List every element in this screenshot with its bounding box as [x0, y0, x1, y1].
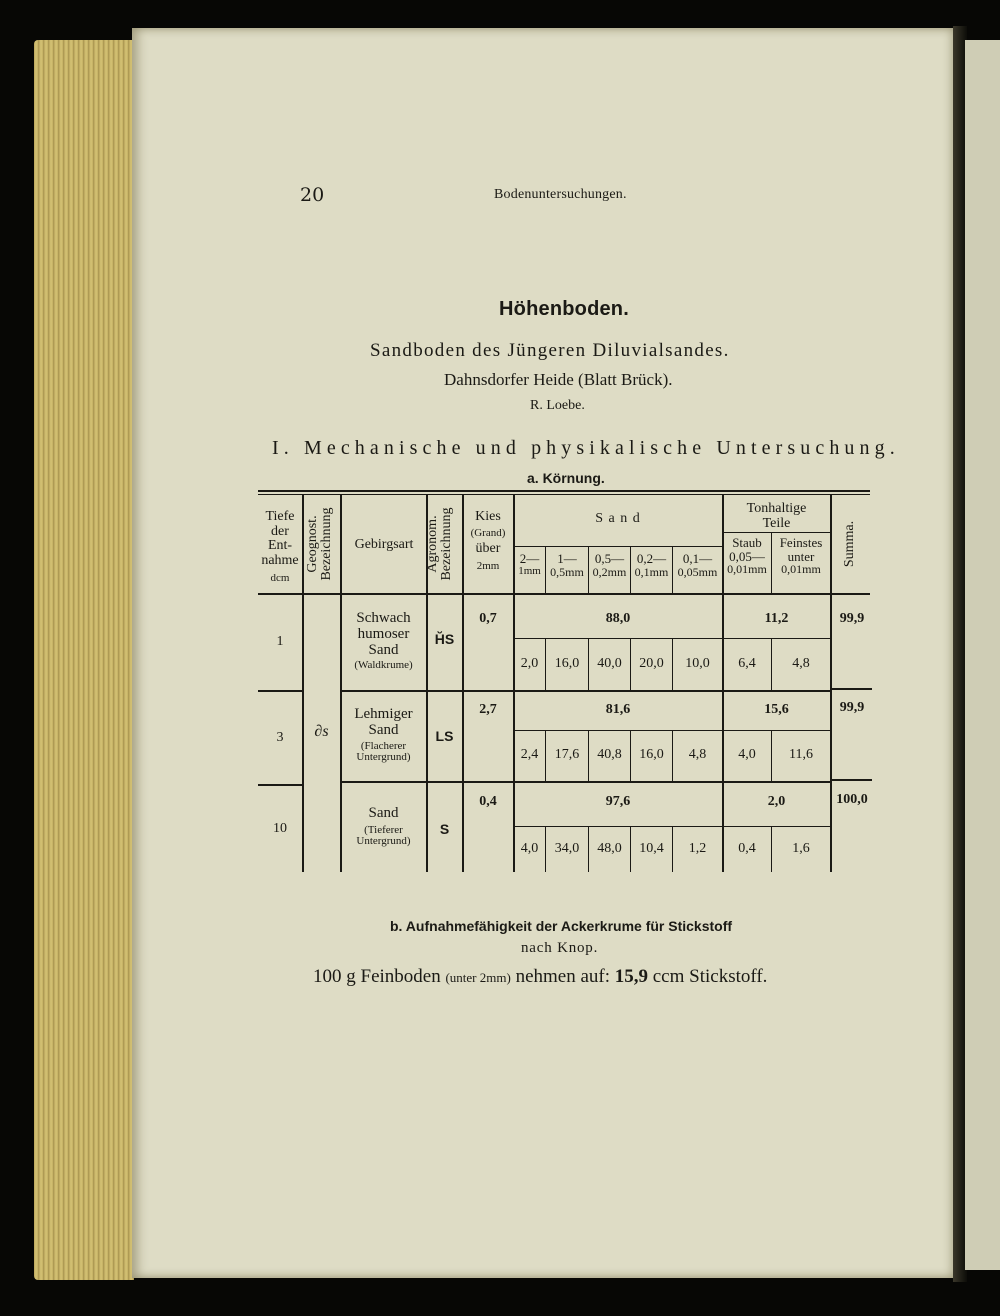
subsection-b-title: b. Aufnahmefähigkeit der Ackerkrume für Stickstoff	[390, 918, 733, 934]
row-sep-2c	[830, 779, 872, 781]
header-sand-col-2: 1— 0,5mm	[550, 551, 584, 579]
row-3-ton-total: 2,0	[767, 794, 786, 809]
row-2-depth: 3	[276, 730, 284, 745]
row-3-gebirgsart: Sand (Tieferer Untergrund)	[356, 805, 411, 848]
row-2-sand-total: 81,6	[605, 702, 631, 717]
header-sand: S a n d	[595, 511, 641, 526]
header-sand-col-5: 0,1— 0,05mm	[677, 551, 718, 579]
header-geognost: Geognost. Bezeichnung	[305, 507, 334, 581]
row-2-sand-3: 40,8	[597, 747, 622, 762]
row-1-feinstes: 4,8	[792, 656, 810, 671]
statement-unter: (unter 2mm)	[445, 970, 511, 985]
row-3-staub: 0,4	[738, 841, 756, 856]
header-tiefe: Tiefe der Ent- nahme dcm	[261, 509, 299, 584]
row-3-feinstes: 1,6	[792, 841, 810, 856]
page-number: 20	[300, 184, 325, 206]
row-1-depth: 1	[276, 634, 284, 649]
row-1-ton-total: 11,2	[764, 611, 789, 626]
row-sep-2a	[258, 784, 302, 786]
row-1-sand-5: 10,0	[685, 656, 710, 671]
section-heading: I. Mechanische und physikalische Untersuchung.	[272, 437, 900, 459]
geognost-symbol: ∂s	[314, 723, 329, 740]
header-gebirgsart: Gebirgsart	[354, 537, 414, 552]
header-feinstes: Feinstes unter 0,01mm	[779, 535, 823, 577]
facing-page-edge	[965, 40, 1000, 1270]
row-2-sand-4: 16,0	[639, 747, 664, 762]
row-sep-1c	[830, 688, 872, 690]
row-3-sand-2: 34,0	[554, 841, 580, 856]
row-2-sand-2: 17,6	[554, 747, 580, 762]
statement-end: ccm Stickstoff.	[652, 966, 768, 987]
header-sand-col-3: 0,5— 0,2mm	[592, 551, 627, 579]
row-2-staub: 4,0	[738, 747, 756, 762]
author: R. Loebe.	[530, 398, 585, 413]
row-3-agronom: S	[439, 821, 450, 837]
row-1-sand-3: 40,0	[597, 656, 622, 671]
row-2-sand-1: 2,4	[520, 747, 539, 762]
header-summa: Summa.	[842, 520, 857, 568]
row-2-feinstes: 11,6	[789, 747, 813, 762]
row-1-gebirgsart: Schwach humoser Sand (Waldkrume)	[354, 610, 413, 672]
nitrogen-statement	[313, 966, 767, 988]
row-3-depth: 10	[273, 821, 287, 836]
row-1-summa: 99,9	[839, 611, 865, 626]
header-tonhaltige: Tonhaltige Teile	[746, 501, 807, 531]
row-1-staub: 6,4	[738, 656, 756, 671]
row-3-sand-1: 4,0	[520, 841, 539, 856]
row-1-sand-4: 20,0	[639, 656, 664, 671]
vline-5	[513, 494, 515, 872]
row-3-sand-4: 10,4	[639, 841, 664, 856]
row-2-sand-5: 4,8	[688, 747, 707, 762]
book-page-edges	[34, 40, 134, 1280]
subtitle: Sandboden des Jüngeren Diluvialsandes.	[370, 340, 730, 361]
statement-mid: nehmen auf:	[515, 966, 610, 987]
row-sep-1b	[340, 690, 830, 692]
row-1-sand-1: 2,0	[520, 656, 539, 671]
running-title: Bodenuntersuchungen.	[494, 187, 627, 202]
statement-value: 15,9	[614, 966, 648, 987]
row-sep-2b	[340, 781, 830, 783]
row-2-kies: 2,7	[479, 702, 497, 717]
row-3-sand-3: 48,0	[597, 841, 622, 856]
subsection-a-title: a. Körnung.	[527, 470, 605, 486]
row-3-sand-total: 97,6	[605, 794, 631, 809]
table-top-rule-2	[258, 494, 870, 495]
ton-subheader-rule	[722, 532, 830, 533]
row-1-agronom: H̆S	[434, 631, 455, 647]
row-2-gebirgsart: Lehmiger Sand (Flacherer Untergrund)	[354, 706, 413, 764]
vline-7	[830, 494, 832, 872]
main-title: Höhenboden.	[499, 298, 629, 320]
header-sand-col-4: 0,2— 0,1mm	[634, 551, 669, 579]
table-top-rule	[258, 490, 870, 492]
statement-start: 100 g Feinboden	[313, 966, 441, 987]
row-3-sand-5: 1,2	[688, 841, 707, 856]
row-3-summa: 100,0	[836, 792, 868, 807]
row-1-sand-total: 88,0	[605, 611, 631, 626]
row-2-ton-total: 15,6	[764, 702, 789, 717]
row-1-kies: 0,7	[479, 611, 497, 626]
row-sep-1a	[258, 690, 302, 692]
vline-1	[302, 494, 304, 872]
subsection-b-subtitle: nach Knop.	[521, 940, 599, 956]
row-2-agronom: LS	[435, 728, 454, 744]
header-sand-col-1: 2— 1mm	[518, 551, 541, 577]
header-staub: Staub 0,05— 0,01mm	[727, 535, 767, 577]
header-kies: Kies (Grand) über 2mm	[470, 509, 506, 572]
row-1-sand-2: 16,0	[554, 656, 580, 671]
row-2-summa: 99,9	[839, 700, 865, 715]
header-agronom: Agronom. Bezeichnung	[425, 507, 454, 581]
location: Dahnsdorfer Heide (Blatt Brück).	[444, 370, 673, 389]
header-bottom-rule	[258, 593, 870, 595]
row-3-kies: 0,4	[479, 794, 497, 809]
